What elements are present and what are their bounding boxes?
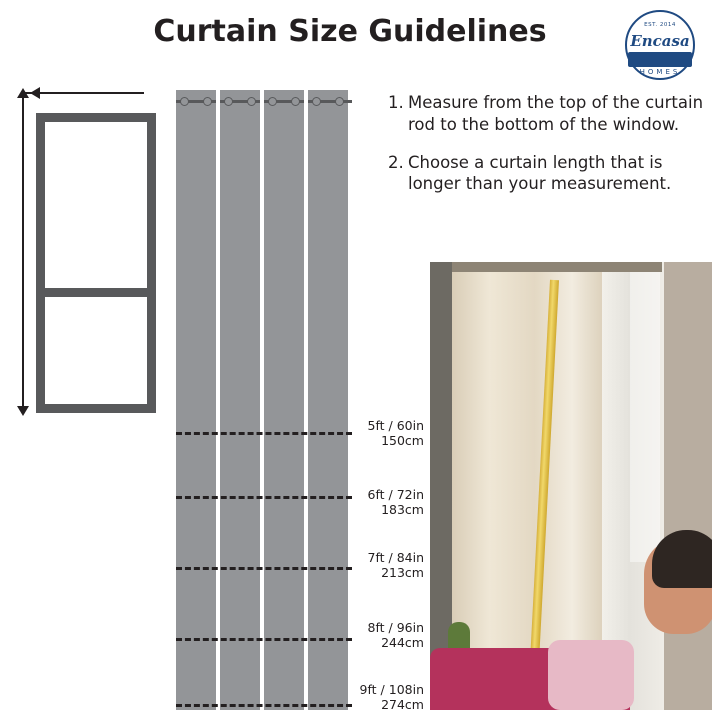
window-mullion-bar [36,288,156,297]
length-label-metric: 213cm [381,565,424,580]
instruction-item [388,152,708,196]
length-label-imperial: 7ft / 84in [367,550,424,565]
length-marker-line [176,704,352,707]
panel-separator [216,90,220,710]
curtain-panel [264,90,304,710]
grommet-icon [224,97,233,106]
instruction-number: 1. [388,93,404,112]
length-label-metric: 150cm [381,433,424,448]
grommet-icon [180,97,189,106]
length-label-metric: 183cm [381,502,424,517]
logo-brand-subtitle: HOMES [639,68,681,76]
photo-curtain-rod [452,262,662,272]
length-label [354,620,424,650]
instruction-number: 2. [388,152,404,172]
grommet-icon [268,97,277,106]
measure-horizontal-line [22,92,144,94]
measure-arrow-down-icon [17,406,29,416]
instruction-item [388,92,708,136]
panel-separator [260,90,264,710]
photo-cushion [548,640,634,710]
length-label [354,487,424,517]
measurement-photo [430,262,712,710]
length-label [354,550,424,580]
length-label-imperial: 5ft / 60in [367,418,424,433]
logo-brand-name: Encasa [630,32,690,50]
grommet-icon [312,97,321,106]
curtain-panel [308,90,348,710]
length-label-imperial: 8ft / 96in [367,620,424,635]
grommet-icon [247,97,256,106]
curtain-panel [176,90,216,710]
length-label-imperial: 9ft / 108in [359,682,424,697]
panel-separator [304,90,308,710]
logo-ribbon-shape [628,52,692,67]
length-label-imperial: 6ft / 72in [367,487,424,502]
logo-established-text: EST. 2014 [644,22,676,28]
brand-logo [622,10,704,86]
grommet-icon [291,97,300,106]
length-marker-line [176,567,352,570]
instructions-list [388,92,708,211]
instruction-text: Measure from the top of the curtain rod to the bottom of the window. [408,93,704,134]
length-marker-line [176,432,352,435]
measure-arrow-left-icon [30,87,40,99]
grommet-icon [335,97,344,106]
instruction-text: Choose a curtain length that is longer than your measurement. [408,152,672,194]
curtain-panel [220,90,260,710]
photo-window-light [630,262,660,562]
grommet-icon [203,97,212,106]
length-label-metric: 274cm [381,697,424,712]
page-title: Curtain Size Guidelines [153,14,547,49]
length-label-metric: 244cm [381,635,424,650]
measure-vertical-line [22,92,24,414]
photo-wall-right [664,262,712,710]
length-marker-line [176,638,352,641]
curtain-diagram [176,90,352,710]
length-marker-line [176,496,352,499]
length-label [354,682,424,712]
window-frame-diagram [36,113,156,413]
length-label [354,418,424,448]
